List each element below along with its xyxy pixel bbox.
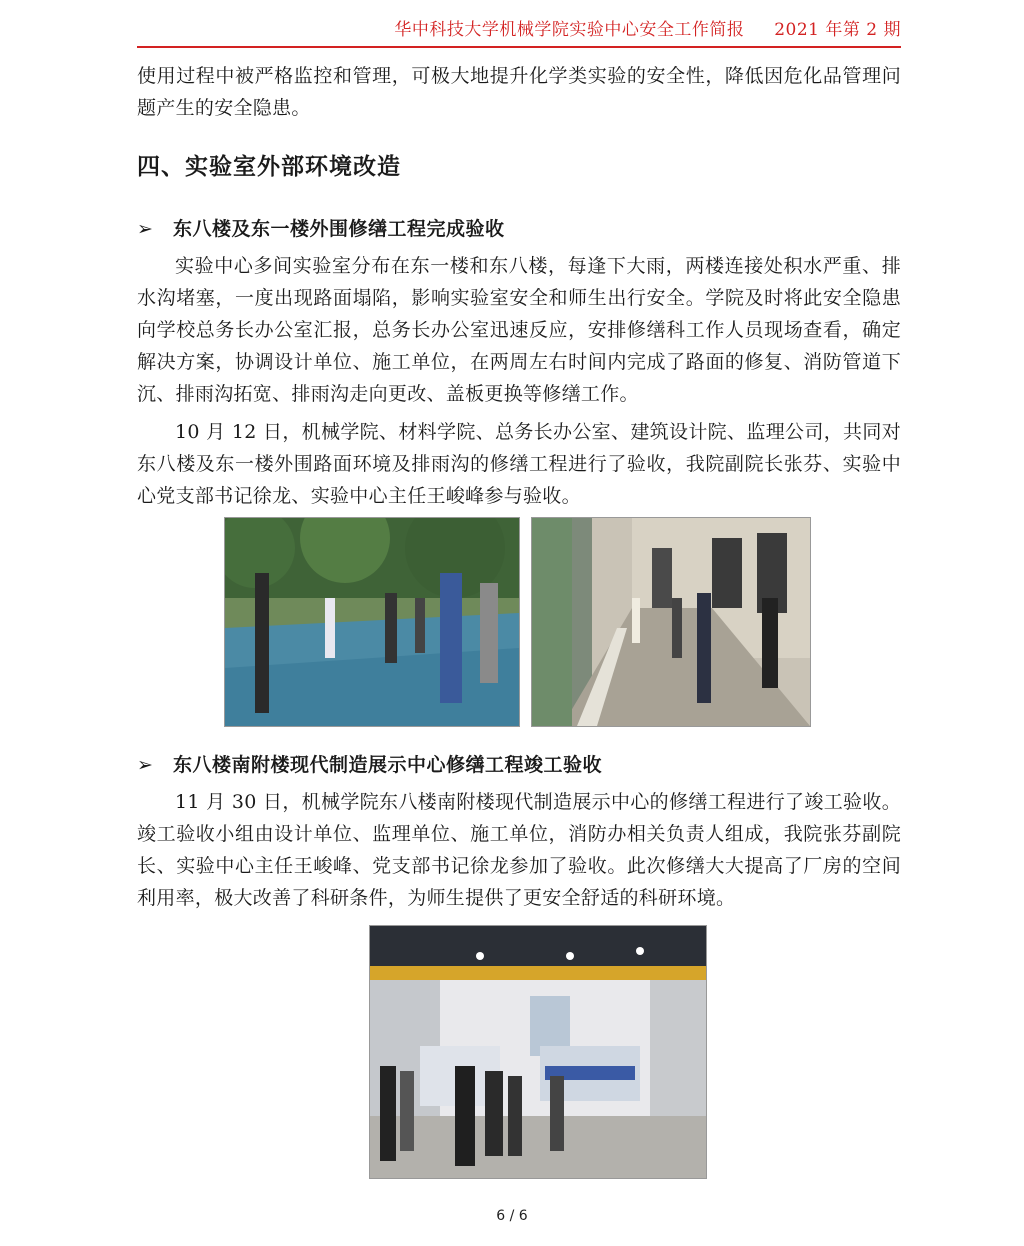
page-header: [137, 16, 901, 44]
arrowhead-bullet-icon: ➢: [137, 218, 154, 240]
header-title: 华中科技大学机械学院实验中心安全工作简报: [394, 20, 745, 40]
header-divider: [137, 46, 901, 48]
photo-inspection-courtyard: [224, 517, 520, 727]
photo-inspection-alley: [531, 517, 811, 727]
arrowhead-bullet-icon: ➢: [137, 754, 154, 776]
photo-workshop-interior: [369, 925, 707, 1179]
header-issue: 2021 年第 2 期: [774, 20, 901, 40]
subsection-heading-1: [137, 214, 505, 241]
intro-paragraph: 使用过程中被严格监控和管理，可极大地提升化学类实验的安全性，降低因危化品管理问题产生的安全隐患。: [137, 65, 901, 119]
subsection-title-1: 东八楼及东一楼外围修缮工程完成验收: [173, 218, 505, 240]
subsection-1-paragraph-1: 实验中心多间实验室分布在东一楼和东八楼，每逢下大雨，两楼连接处积水严重、排水沟堵塞，一度出现路面塌陷，影响实验室安全和师生出行安全。学院及时将此安全隐患向学校总务长办公室汇报，总务长办公室迅速反应，安排修缮科工作人员现场查看，确定解决方案，协调设计单位、施工单位，在两周左右时间内完成了路面的修复、消防管道下沉、排雨沟拓宽、排雨沟走向更改、盖板更换等修缮工作。: [137, 255, 901, 405]
page-number: 6 / 6: [496, 1208, 528, 1224]
subsection-2-paragraph-1: 11 月 30 日，机械学院东八楼南附楼现代制造展示中心的修缮工程进行了竣工验收。竣工验收小组由设计单位、监理单位、施工单位，消防办相关负责人组成，我院张芬副院长、实验中心主任王峻峰、党支部书记徐龙参加了验收。此次修缮大大提高了厂房的空间利用率，极大改善了科研条件，为师生提供了更安全舒适的科研环境。: [137, 791, 901, 909]
subsection-1-paragraph-2: 10 月 12 日，机械学院、材料学院、总务长办公室、建筑设计院、监理公司，共同对东八楼及东一楼外围路面环境及排雨沟的修缮工程进行了验收，我院副院长张芬、实验中心党支部书记徐龙、实验中心主任王峻峰参与验收。: [137, 421, 901, 507]
subsection-title-2: 东八楼南附楼现代制造展示中心修缮工程竣工验收: [173, 754, 603, 776]
section-title: 四、实验室外部环境改造: [137, 154, 401, 180]
subsection-heading-2: [137, 750, 602, 777]
